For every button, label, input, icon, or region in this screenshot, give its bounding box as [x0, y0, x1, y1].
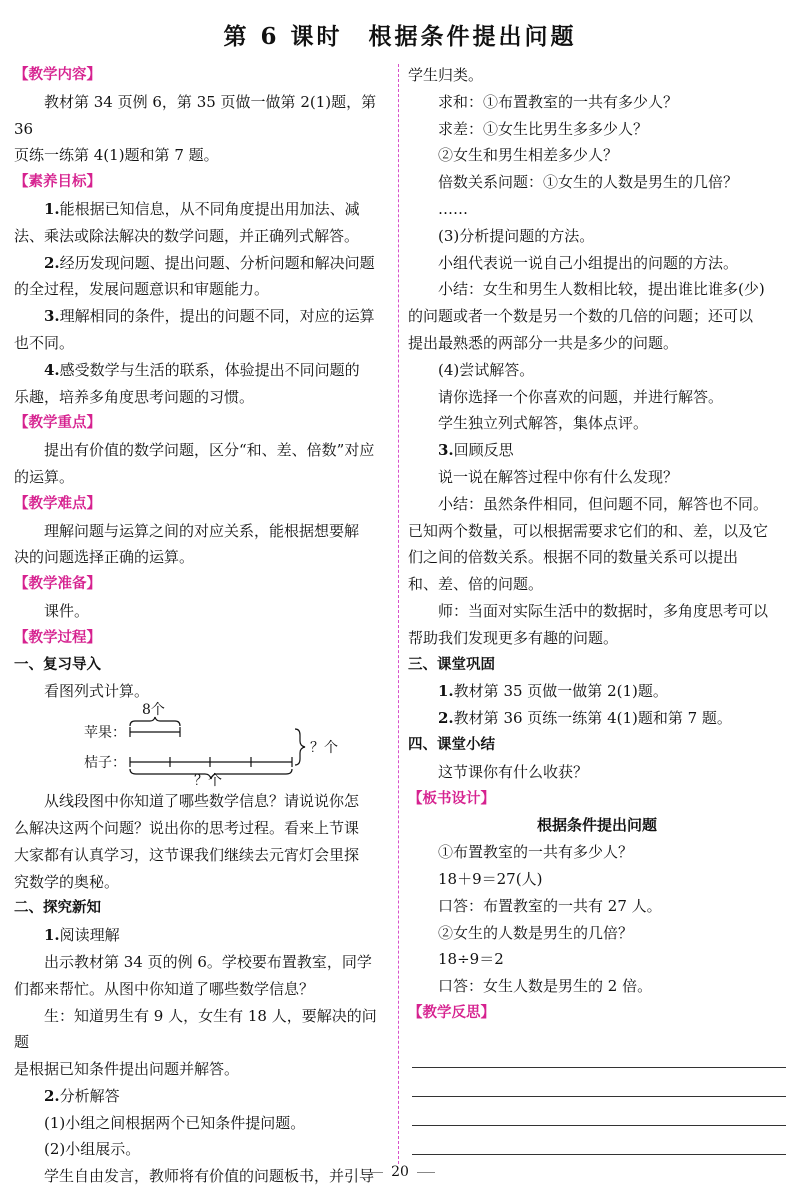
sub-heading [408, 437, 786, 464]
paragraph: 请你选择一个你喜欢的问题，并进行解答。 [438, 387, 724, 406]
paragraph: 也不同。 [14, 333, 75, 352]
paragraph: 小结：虽然条件相同，但问题不同，解答也不同。 [438, 494, 769, 513]
paragraph: 是根据已知条件提出问题并解答。 [14, 1060, 240, 1079]
paragraph: 究数学的奥秘。 [14, 872, 120, 891]
sub-heading-text: 阅读理解 [59, 926, 120, 945]
heading-preparation: 【教学准备】 [14, 576, 101, 593]
writing-line[interactable] [412, 1068, 786, 1097]
heading-reflection: 【教学反思】 [408, 1004, 495, 1021]
question-diff: 求差：①女生比男生多多少人？ [438, 119, 649, 138]
sub-heading-text: 回顾反思 [453, 441, 514, 460]
paragraph: 学生自由发言，教师将有价值的问题板书，并引导 [44, 1167, 375, 1186]
page-title: 第 6 课时 根据条件提出问题 [223, 23, 577, 50]
goal-item [14, 303, 390, 330]
board-line: 18÷9＝2 [438, 950, 504, 969]
paragraph: 页练一练第 4(1)题和第 7 题。 [14, 146, 219, 165]
goal-text: 理解相同的条件，提出的问题不同，对应的运算 [59, 307, 375, 326]
paragraph: 这节课你有什么收获？ [438, 762, 589, 781]
paragraph: 的全过程，发展问题意识和审题能力。 [14, 280, 270, 299]
item-number: 3. [44, 307, 60, 326]
goal-item [14, 250, 390, 277]
diagram-label-orange-count: ？个 [194, 773, 222, 790]
section-heading: 三、课堂巩固 [408, 656, 495, 673]
paragraph: 已知两个数量，可以根据需要求它们的和、差，以及它 [408, 521, 769, 540]
item-number: 1. [438, 682, 454, 701]
paragraph: 提出有价值的数学问题，区分“和、差、倍数”对应 [44, 441, 375, 460]
line-segment-diagram [14, 702, 390, 790]
heading-board-design: 【板书设计】 [408, 790, 495, 807]
paragraph: 理解问题与运算之间的对应关系，能根据想要解 [44, 521, 360, 540]
heading-key-points: 【教学重点】 [14, 415, 101, 432]
paragraph: 看图列式计算。 [44, 682, 150, 701]
paragraph: 出示教材第 34 页的例 6。学校要布置教室，同学 [44, 952, 372, 971]
paragraph: 大家都有认真学习，这节课我们继续去元宵灯会里探 [14, 845, 360, 864]
paragraph: 提出最熟悉的两部分一共是多少的问题。 [408, 333, 679, 352]
column-divider [398, 64, 399, 1164]
paragraph: 师：当面对实际生活中的数据时，多角度思考可以 [438, 601, 769, 620]
sub-heading-text: 分析解答 [59, 1086, 120, 1105]
writing-line[interactable] [412, 1039, 786, 1068]
left-column [14, 62, 390, 1190]
paragraph: (4)尝试解答。 [438, 360, 535, 379]
paragraph: 们之间的倍数关系。根据不同的数量关系可以提出 [408, 548, 739, 567]
diagram-label-orange: 桔子： [84, 755, 126, 772]
paragraph: 乐趣，培养多角度思考问题的习惯。 [14, 387, 255, 406]
item-number: 3. [438, 441, 454, 460]
section-heading: 一、复习导入 [14, 656, 101, 673]
paragraph: 么解决这两个问题？说出你的思考过程。看来上节课 [14, 818, 360, 837]
section-heading: 四、课堂小结 [408, 736, 495, 753]
exercise-item [408, 678, 786, 705]
paragraph: 学生归类。 [408, 66, 484, 84]
writing-line[interactable] [412, 1097, 786, 1126]
paragraph: 法、乘法或除法解决的数学问题，并正确列式解答。 [14, 226, 360, 245]
paragraph: (2)小组展示。 [44, 1140, 141, 1159]
goal-text: 感受数学与生活的联系，体验提出不同问题的 [59, 360, 360, 379]
sub-heading [14, 922, 390, 949]
heading-goals: 【素养目标】 [14, 174, 101, 191]
right-column [408, 62, 786, 1155]
heading-process: 【教学过程】 [14, 629, 101, 646]
board-line: ①布置教室的一共有多少人？ [438, 843, 634, 862]
paragraph: 小组代表说一说自己小组提出的问题的方法。 [438, 253, 739, 272]
exercise-text: 教材第 36 页练一练第 4(1)题和第 7 题。 [453, 709, 732, 728]
item-number: 2. [44, 253, 60, 272]
writing-line[interactable] [412, 1126, 786, 1155]
goal-text: 能根据已知信息，从不同角度提出用加法、减 [59, 199, 360, 218]
paragraph: (3)分析提问题的方法。 [438, 226, 595, 245]
exercise-text: 教材第 35 页做一做第 2(1)题。 [453, 682, 668, 701]
goal-item [14, 357, 390, 384]
item-number: 1. [44, 199, 60, 218]
paragraph: 决的问题选择正确的运算。 [14, 548, 195, 567]
paragraph: 从线段图中你知道了哪些数学信息？请说说你怎 [44, 792, 360, 811]
diagram-label-8: 8个 [142, 702, 165, 719]
paragraph: 的问题或者一个数是另一个数的几倍的问题；还可以 [408, 307, 754, 326]
paragraph: (1)小组之间根据两个已知条件提问题。 [44, 1113, 306, 1132]
goal-text: 经历发现问题、提出问题、分析问题和解决问题 [59, 253, 375, 272]
board-line: 口答：女生人数是男生的 2 倍。 [438, 977, 653, 996]
page-number-dash [417, 1172, 435, 1173]
item-number: 2. [44, 1086, 60, 1105]
paragraph: 和、差、倍的问题。 [408, 575, 544, 594]
item-number: 4. [44, 360, 60, 379]
sub-heading [14, 1083, 390, 1110]
paragraph: 们都来帮忙。从图中你知道了哪些数学信息？ [14, 979, 315, 998]
question-multiple: 倍数关系问题：①女生的人数是男生的几倍？ [438, 173, 739, 192]
section-heading: 二、探究新知 [14, 900, 101, 917]
paragraph: 说一说在解答过程中你有什么发现？ [438, 467, 679, 486]
heading-difficulties: 【教学难点】 [14, 495, 101, 512]
paragraph: 帮助我们发现更多有趣的问题。 [408, 628, 619, 647]
board-title: 根据条件提出问题 [536, 816, 657, 835]
paragraph: 课件。 [44, 601, 90, 620]
item-number: 1. [44, 926, 60, 945]
question-sum: 求和：①布置教室的一共有多少人？ [438, 92, 679, 111]
diagram-label-total: ？个 [310, 740, 338, 757]
paragraph: 教材第 34 页例 6，第 35 页做一做第 2(1)题，第 36 [14, 92, 377, 138]
page-number-value: 20 [391, 1164, 409, 1180]
question-diff-2: ②女生和男生相差多少人？ [438, 146, 619, 165]
page-number-dash [365, 1172, 383, 1173]
ellipsis: …… [438, 199, 468, 218]
item-number: 2. [438, 709, 454, 728]
board-line: 18＋9＝27(人) [438, 869, 543, 888]
page-number [0, 1164, 800, 1180]
exercise-item [408, 705, 786, 732]
reflection-writing-lines [408, 1039, 786, 1155]
board-line: 口答：布置教室的一共有 27 人。 [438, 896, 662, 915]
board-line: ②女生的人数是男生的几倍？ [438, 923, 634, 942]
paragraph: 的运算。 [14, 467, 75, 486]
paragraph: 小结：女生和男生人数相比较，提出谁比谁多(少) [438, 280, 765, 299]
diagram-label-apple: 苹果： [84, 725, 126, 742]
paragraph: 生：知道男生有 9 人，女生有 18 人，要解决的问题 [14, 1006, 377, 1052]
heading-teaching-content: 【教学内容】 [14, 67, 101, 83]
goal-item [14, 196, 390, 223]
paragraph: 学生独立列式解答，集体点评。 [438, 414, 649, 433]
